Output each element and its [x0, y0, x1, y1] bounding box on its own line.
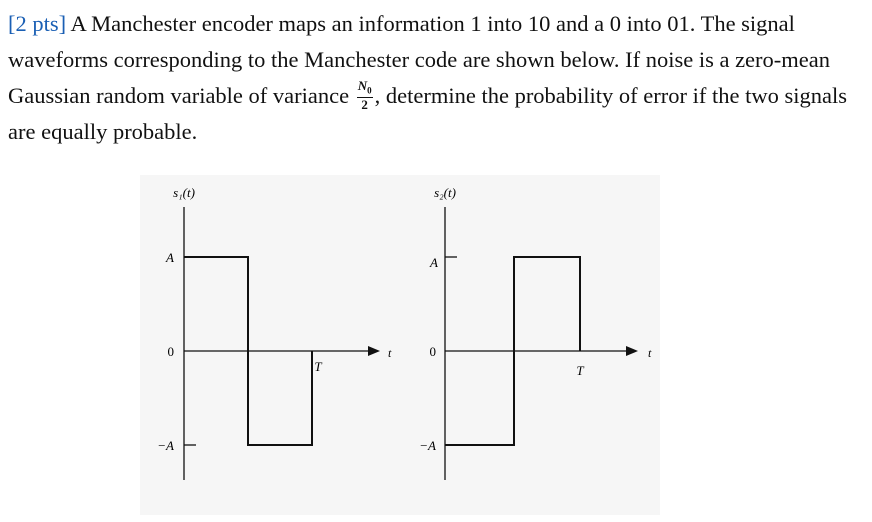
label-A-s1: A [166, 250, 174, 265]
manchester-waveform-figure [140, 175, 660, 515]
fraction-numerator-subscript: 0 [367, 85, 372, 96]
label-t-s1: t [388, 346, 392, 360]
label-negA-s1: −A [157, 438, 174, 453]
fraction-numerator [357, 79, 373, 99]
label-T-s1: T [314, 359, 322, 374]
label-zero-s2: 0 [429, 344, 436, 359]
variance-fraction [357, 79, 373, 112]
fraction-numerator-symbol: N [357, 77, 368, 93]
label-zero-s1: 0 [167, 344, 174, 359]
label-A-s2: A [430, 255, 438, 270]
figure-background [140, 175, 660, 515]
fraction-denominator: 2 [361, 97, 368, 113]
plot-title-s2: s₂(t) [434, 185, 456, 200]
label-t-s2: t [648, 346, 652, 360]
points-label: [2 pts] [8, 11, 67, 36]
question-text-after: , determine the probability of error if the two signals are equally probable. [8, 83, 847, 145]
question-text-before: A Manchester encoder maps an information 1 into 10 and a 0 into 01. The signal waveforms corresponding to the Manchester code are shown below. If noise is a zero-mean Gaussian random variable of variance [8, 11, 830, 108]
label-T-s2: T [576, 363, 584, 378]
question-text [8, 6, 864, 150]
label-negA-s2: −A [419, 438, 436, 453]
plot-title-s1: s₁(t) [173, 185, 195, 200]
